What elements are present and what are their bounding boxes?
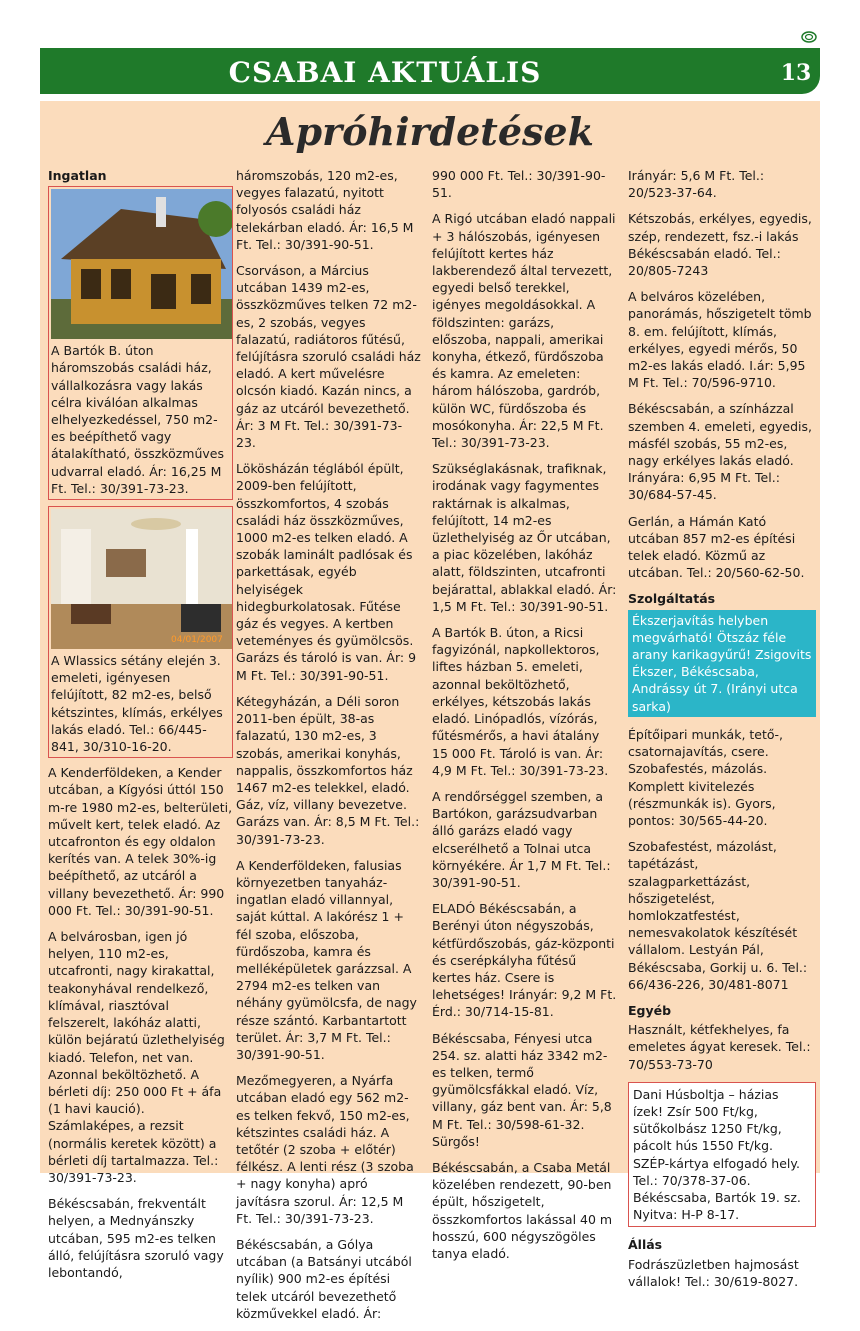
ad-item: Békéscsabán, a színházzal szemben 4. emeleti, egyedis, másfél szobás, 55 m2-es, nagy erkélyes lakás eladó. Irányára: 6,95 M Ft. Tel.: 30/684-57-45. [628, 401, 813, 503]
ad-item: Békéscsabán, frekventált helyen, a Mednyánszky utcában, 595 m2-es telken álló, felújításra szoruló vagy lebontandó, [48, 1196, 224, 1280]
photo-date: 04/01/2007 [171, 635, 223, 646]
section-heading-service: Szolgáltatás [628, 591, 716, 607]
ad-item: Fodrászüzletben hajmosást vállalok! Tel.: 30/619-8027. [628, 1256, 799, 1289]
ad-item: Békéscsabán, a Gólya utcában (a Batsányi utcából nyílik) 900 m2-es építési telek utcáról bevezethető közművekkel eladó. Ár: [236, 1236, 412, 1321]
ad-item: Kétszobás, erkélyes, egyedis, szép, rendezett, fsz.-i lakás Békéscsabán eladó. Tel.: 20/805-7243 [628, 211, 812, 279]
house-photo [51, 189, 232, 339]
column-4 [628, 167, 816, 1299]
featured-ad-2 [48, 506, 233, 758]
jewelry-ad-box: Ékszerjavítás helyben megvárható! Ötszáz féle arany karikagyűrű! Zsigovits Ékszer, Békéscsaba, Andrássy út 7. (Irányi utca sarka) [628, 610, 816, 717]
ad-item: Békéscsabán, a Csaba Metál közelében rendezett, 90-ben épült, hőszigetelt, összkomfortos lakással 40 m hosszú, 600 négyszögöles tanya eladó. [432, 1159, 613, 1261]
ad-item: A belvárosban, igen jó helyen, 110 m2-es, utcafronti, nagy kirakattal, teakonyhával rendelkező, klímával, riasztóval felszerelt, lakóház alatti, külön bejáratú üzlethelyiség kiadó. Telefon, net van. Azonnal beköltözhető. A bérleti díj: 250 000 Ft + áfa (1 havi kaució). Számlaképes, a rezsit (normális keretek között) a bérleti díj tartalmazza. Tel.: 30/391-73-23. [48, 929, 225, 1185]
ad-item: Csorváson, a Március utcában 1439 m2-es, összközműves telken 72 m2-es, 2 szobás, vegyes falazatú, radiátoros fűtésű, felújításra szoruló családi ház eladó. A kert művelésre olcsón kiadó. Kazán nincs, a gáz az utcáról bevezethető. Ár: 3 M Ft. Tel.: 30/391-73-23. [236, 263, 421, 451]
ad-item: Irányár: 5,6 M Ft. Tel.: 20/523-37-64. [628, 168, 765, 201]
ad-item: Gerlán, a Hámán Kató utcában 857 m2-es építési telek eladó. Közmű az utcában. Tel.: 20/560-62-50. [628, 513, 805, 581]
classifieds-area [40, 101, 820, 1321]
ad-item: Szükséglakásnak, trafiknak, irodának vagy fagymentes raktárnak is alkalmas, felújított, 14 m2-es üzlethelyiség az Őr utcában, a piac közelében, lakóház alatt, földszinten, utcafronti bejárattal, ablakkal eladó. Ár: 1,5 M Ft. Tel.: 30/391-90-51. [432, 461, 617, 614]
ad-item: A Kenderföldeken, a Kender utcában, a Kígyósi úttól 150 m-re 1980 m2-es, belterületi, művelt kert, telek eladó. Az utcafronton és egy oldalon kerítés van. A telek 30%-ig beépíthető, az utcáról a villany bevezethető. Ár: 990 000 Ft. Tel.: 30/391-90-51. [48, 765, 233, 918]
ad-item: Mezőmegyeren, a Nyárfa utcában eladó egy 562 m2-es telken fekvő, 150 m2-es, kétszintes családi ház. A tetőtér (2 szoba + előtér) félkész. A lenti rész (3 szoba + nagy konyha) apró javításra szorul. Ár: 12,5 M Ft. Tel.: 30/391-73-23. [236, 1073, 414, 1226]
featured-ad-1 [48, 186, 233, 500]
ad-item: A belváros közelében, panorámás, hőszigetelt tömb 8. em. felújított, klímás, erkélyes, egyedi mérős, 50 m2-es lakás eladó. I.ár: 5,95 M Ft. Tel.: 70/596-9710. [628, 289, 812, 391]
ad-item: 990 000 Ft. Tel.: 30/391-90-51. [432, 168, 606, 201]
ad-item: Szobafestést, mázolást, tapétázást, szalagparkettázást, hőszigetelést, homlokzatfestést, nemesvakolatok készítését vállalom. Lestyán Pál, Békéscsaba, Gorkij u. 6. Tel.: 66/436-226, 30/481-8071 [628, 839, 808, 992]
column-1 [48, 167, 233, 1290]
column-3 [432, 167, 617, 1271]
page-number: 13 [780, 60, 812, 86]
ad-item: Lökösházán téglából épült, 2009-ben felújított, összkomfortos, 4 szobás családi ház összközműves, 1000 m2-es telken eladó. A szobák laminált padlósak és parkettásak, egyéb helyiségek hidegburkolatosak. Fűtése gáz és vegyes. A kertben veteményes és gyümölcsös. Garázs és tároló is van. Ár: 9 M Ft. Tel.: 30/391-90-51. [236, 461, 417, 683]
column-2 [236, 167, 421, 1331]
ad-text: A Wlassics sétány elején 3. emeleti, igényesen felújított, 82 m2-es, belső kétszintes, klímás, erkélyes lakás eladó. Tel.: 66/445-841, 30/310-16-20. [51, 653, 223, 755]
section-heading-job: Állás [628, 1237, 663, 1253]
swirl-icon [800, 30, 818, 44]
section-heading-realestate: Ingatlan [48, 168, 107, 183]
ad-item: Építőipari munkák, tető-, csatornajavítás, csere. Szobafestés, mázolás. Komplett kivitelezés (részmunkák is). Gyors, pontos: 30/565-44-20. [628, 726, 784, 828]
ad-item: háromszobás, 120 m2-es, vegyes falazatú, nyitott folyosós családi ház telekárban eladó. Ár: 16,5 M Ft. Tel.: 30/391-90-51. [236, 168, 414, 252]
masthead: CSABAI AKTUÁLIS [228, 56, 542, 89]
ad-item: Békéscsaba, Fényesi utca 254. sz. alatti ház 3342 m2-es telken, termő gyümölcsfákkal eladó. Víz, villany, gáz bent van. Ár: 5,8 M Ft. Tel.: 30/598-61-32. Sürgős! [432, 1030, 612, 1149]
ad-item: A Bartók B. úton, a Ricsi fagyizónál, napkollektoros, liftes házban 5. emeleti, azonnal beköltözhető, erkélyes, kétszobás lakás eladó. Linópadlós, vízórás, fűtésmérős, a havi átalány 15 000 Ft. Tároló is van. Ár: 4,9 M Ft. Tel.: 30/391-73-23. [432, 625, 609, 778]
interior-photo [51, 509, 232, 649]
butcher-ad-box: Dani Húsboltja – házias ízek! Zsír 500 Ft/kg, sütőkolbász 1250 Ft/kg, pácolt hús 1550 Ft/kg. SZÉP-kártya elfogadó hely. Tel.: 70/378-37-06. Békéscsaba, Bartók 19. sz. Nyitva: H-P 8-17. [628, 1082, 816, 1228]
ad-text: A Bartók B. úton háromszobás családi ház, vállalkozásra vagy lakás célra kiválóan alkalmas elhelyezkedéssel, 750 m2-es beépíthető vagy átalakítható, összközműves udvarral eladó. Ár: 16,25 M Ft. Tel.: 30/391-73-23. [51, 343, 224, 496]
ad-item: A Rigó utcában eladó nappali + 3 hálószobás, igényesen felújított kertes ház lakberendező által tervezett, egyedi belső terekkel, igényes megoldásokkal. A földszinten: garázs, előszoba, nappali, amerikai konyha, étkező, fürdőszoba és kamra. Az emeleten: három hálószoba, gardrób, külön WC, fürdőszoba és mosókonyha. Ár: 22,5 M Ft. Tel.: 30/391-73-23. [432, 211, 616, 451]
ad-item: A rendőrséggel szemben, a Bartókon, garázsudvarban álló garázs eladó vagy elcserélhető a Tolnai utca környékére. Ár 1,7 M Ft. Tel.: 30/391-90-51. [432, 788, 611, 890]
section-heading-other: Egyéb [628, 1002, 672, 1018]
ad-item: A Kenderföldeken, falusias környezetben tanyaház-ingatlan eladó villannyal, saját kúttal. A lakórész 1 + fél szoba, előszoba, fürdőszoba, kamra és melléképületek garázzsal. A 2794 m2-es telken van néhány gyümölcsfa, de nagy része szántó. Karbantartott terület. Ár: 3,7 M Ft. Tel.: 30/391-90-51. [236, 857, 417, 1062]
ad-item: Kétegyházán, a Déli soron 2011-ben épült, 38-as falazatú, 130 m2-es, 3 szobás, amerikai konyhás, nappalis, összkomfortos ház 1467 m2-es telekkel, eladó. Gáz, víz, villany bevezetve. Garázs van. Ár: 8,5 M Ft. Tel.: 30/391-73-23. [236, 693, 420, 847]
ad-item: Használt, kétfekhelyes, fa emeletes ágyat keresek. Tel.: 70/553-73-70 [628, 1022, 811, 1072]
ad-item: ELADÓ Békéscsabán, a Berényi úton négyszobás, kétfürdőszobás, gáz-központi és cserépkályha fűtésű kertes ház. Csere is lehetséges! Irányár: 9,2 M Ft. Érd.: 30/714-15-81. [432, 901, 617, 1020]
page-title: Apróhirdetések [266, 109, 594, 154]
